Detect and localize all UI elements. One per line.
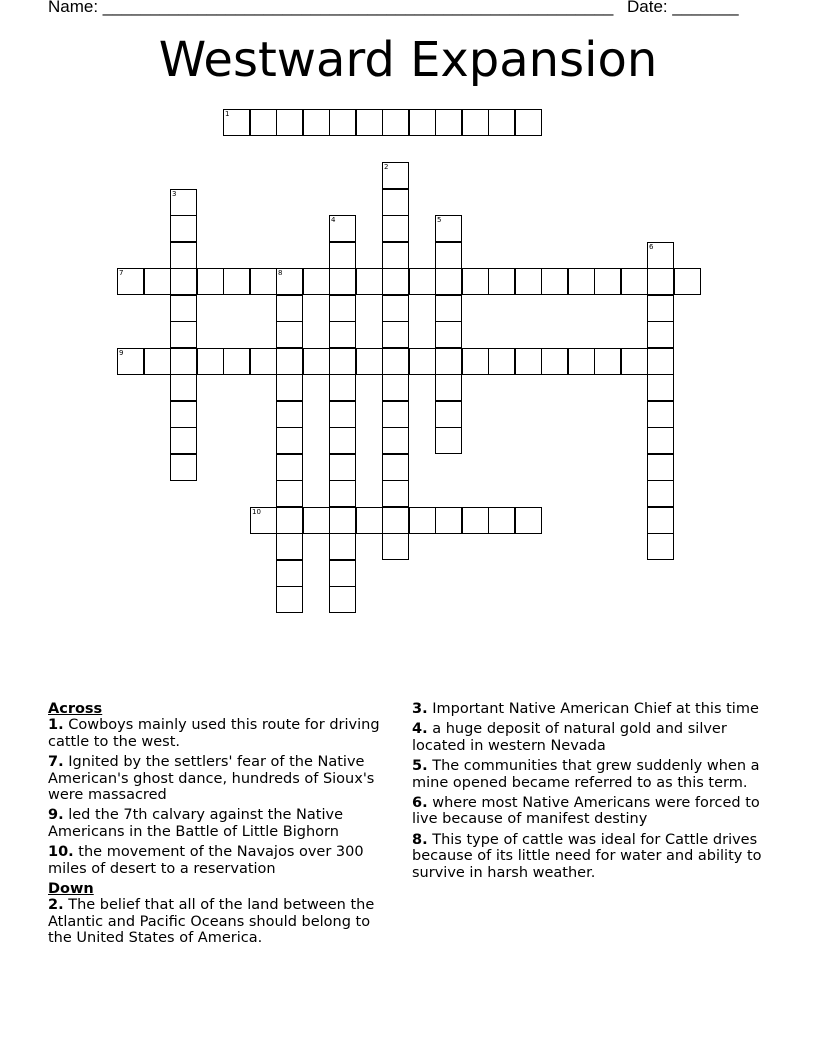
across-clue-list bbox=[48, 717, 398, 877]
crossword-cell[interactable] bbox=[435, 427, 462, 454]
crossword-cell[interactable] bbox=[435, 295, 462, 322]
crossword-cell[interactable] bbox=[197, 268, 224, 295]
clue-text: This type of cattle was ideal for Cattle drives because of its little need for water and ability to survive in harsh weather. bbox=[412, 831, 762, 881]
clue-text: The communities that grew suddenly when a mine opened became referred to as this term. bbox=[412, 758, 760, 791]
crossword-cell[interactable] bbox=[329, 507, 356, 534]
crossword-cell[interactable] bbox=[250, 109, 277, 136]
clue-number: 2. bbox=[48, 897, 64, 914]
crossword-cell[interactable] bbox=[435, 268, 462, 295]
page-title: Westward Expansion bbox=[158, 32, 658, 88]
clue-text: The belief that all of the land between the Atlantic and Pacific Oceans should belong to the United States of America. bbox=[48, 897, 375, 947]
clue-down-5 bbox=[412, 758, 767, 791]
crossword-cell[interactable] bbox=[647, 480, 674, 507]
crossword-cell[interactable] bbox=[409, 507, 436, 534]
crossword-cell[interactable] bbox=[276, 401, 303, 428]
crossword-cell[interactable] bbox=[329, 295, 356, 322]
crossword-cell[interactable] bbox=[382, 507, 409, 534]
crossword-cell[interactable] bbox=[303, 348, 330, 375]
crossword-cell[interactable] bbox=[435, 242, 462, 269]
clue-across-10 bbox=[48, 844, 398, 877]
crossword-cell[interactable] bbox=[276, 268, 303, 295]
cell-number: 5 bbox=[437, 216, 442, 224]
crossword-cell[interactable] bbox=[409, 268, 436, 295]
cell-number: 3 bbox=[172, 190, 177, 198]
crossword-cell[interactable] bbox=[170, 242, 197, 269]
crossword-cell[interactable] bbox=[462, 268, 489, 295]
crossword-cell[interactable] bbox=[170, 374, 197, 401]
crossword-cell[interactable] bbox=[329, 321, 356, 348]
crossword-cell[interactable] bbox=[382, 533, 409, 560]
clue-text: where most Native Americans were forced to live because of manifest destiny bbox=[412, 795, 760, 828]
clue-down-8 bbox=[412, 832, 767, 881]
clue-number: 1. bbox=[48, 717, 64, 734]
crossword-cell[interactable] bbox=[435, 507, 462, 534]
crossword-cell[interactable] bbox=[382, 162, 409, 189]
crossword-cell[interactable] bbox=[382, 189, 409, 216]
clues-right-column bbox=[412, 701, 767, 885]
cell-number: 8 bbox=[278, 269, 283, 277]
crossword-cell[interactable] bbox=[382, 295, 409, 322]
crossword-cell[interactable] bbox=[647, 454, 674, 481]
clue-across-9 bbox=[48, 807, 398, 840]
crossword-cell[interactable] bbox=[568, 268, 595, 295]
crossword-cell[interactable] bbox=[674, 268, 701, 295]
crossword-cell[interactable] bbox=[170, 268, 197, 295]
clue-text: Cowboys mainly used this route for driving cattle to the west. bbox=[48, 717, 380, 750]
clue-text: Important Native American Chief at this time bbox=[427, 701, 759, 717]
cell-number: 9 bbox=[119, 349, 124, 357]
crossword-cell[interactable] bbox=[170, 401, 197, 428]
down-heading: Down bbox=[48, 881, 94, 898]
crossword-cell[interactable] bbox=[409, 348, 436, 375]
crossword-cell[interactable] bbox=[515, 348, 542, 375]
cell-number: 10 bbox=[252, 508, 261, 516]
crossword-cell[interactable] bbox=[488, 268, 515, 295]
down-clue-list bbox=[48, 897, 398, 946]
crossword-cell[interactable] bbox=[382, 109, 409, 136]
crossword-cell[interactable] bbox=[515, 268, 542, 295]
crossword-cell[interactable] bbox=[382, 348, 409, 375]
crossword-cell[interactable] bbox=[329, 242, 356, 269]
crossword-cell[interactable] bbox=[276, 480, 303, 507]
crossword-cell[interactable] bbox=[223, 109, 250, 136]
down-clue-list-continued bbox=[412, 701, 767, 881]
crossword-cell[interactable] bbox=[435, 374, 462, 401]
crossword-cell[interactable] bbox=[276, 586, 303, 613]
crossword-cell[interactable] bbox=[621, 348, 648, 375]
crossword-cell[interactable] bbox=[356, 268, 383, 295]
across-heading: Across bbox=[48, 701, 103, 717]
crossword-cell[interactable] bbox=[435, 348, 462, 375]
clue-down-6 bbox=[412, 795, 767, 828]
crossword-cell[interactable] bbox=[435, 401, 462, 428]
crossword-cell[interactable] bbox=[382, 480, 409, 507]
crossword-cell[interactable] bbox=[568, 348, 595, 375]
crossword-cell[interactable] bbox=[170, 215, 197, 242]
crossword-cell[interactable] bbox=[223, 348, 250, 375]
crossword-cell[interactable] bbox=[329, 348, 356, 375]
crossword-cell[interactable] bbox=[329, 454, 356, 481]
crossword-cell[interactable] bbox=[303, 507, 330, 534]
crossword-cell[interactable] bbox=[329, 268, 356, 295]
crossword-cell[interactable] bbox=[170, 295, 197, 322]
crossword-cell[interactable] bbox=[647, 242, 674, 269]
crossword-cell[interactable] bbox=[223, 268, 250, 295]
crossword-cell[interactable] bbox=[621, 268, 648, 295]
clue-number: 6. bbox=[412, 795, 428, 812]
crossword-cell[interactable] bbox=[170, 189, 197, 216]
crossword-cell[interactable] bbox=[276, 374, 303, 401]
crossword-cell[interactable] bbox=[515, 109, 542, 136]
crossword-cell[interactable] bbox=[382, 374, 409, 401]
crossword-cell[interactable] bbox=[144, 348, 171, 375]
crossword-cell[interactable] bbox=[515, 507, 542, 534]
crossword-cell[interactable] bbox=[276, 454, 303, 481]
cell-number: 4 bbox=[331, 216, 336, 224]
crossword-cell[interactable] bbox=[647, 321, 674, 348]
crossword-cell[interactable] bbox=[382, 427, 409, 454]
clue-number: 3. bbox=[412, 701, 428, 717]
clue-number: 9. bbox=[48, 807, 64, 824]
crossword-cell[interactable] bbox=[329, 480, 356, 507]
crossword-cell[interactable] bbox=[488, 109, 515, 136]
crossword-cell[interactable] bbox=[594, 268, 621, 295]
crossword-cell[interactable] bbox=[647, 374, 674, 401]
crossword-cell[interactable] bbox=[462, 348, 489, 375]
clues-left-column bbox=[48, 701, 398, 951]
crossword-cell[interactable] bbox=[170, 321, 197, 348]
clue-across-7 bbox=[48, 754, 398, 803]
crossword-cell[interactable] bbox=[647, 348, 674, 375]
crossword-cell[interactable] bbox=[329, 401, 356, 428]
crossword-cell[interactable] bbox=[382, 268, 409, 295]
crossword-cell[interactable] bbox=[276, 348, 303, 375]
crossword-cell[interactable] bbox=[276, 295, 303, 322]
crossword-cell[interactable] bbox=[276, 427, 303, 454]
crossword-cell[interactable] bbox=[250, 268, 277, 295]
crossword-cell[interactable] bbox=[435, 109, 462, 136]
crossword-cell[interactable] bbox=[382, 401, 409, 428]
crossword-cell[interactable] bbox=[276, 109, 303, 136]
crossword-cell[interactable] bbox=[276, 507, 303, 534]
crossword-cell[interactable] bbox=[647, 401, 674, 428]
clue-number: 10. bbox=[48, 844, 74, 861]
clue-number: 7. bbox=[48, 754, 64, 771]
crossword-cell[interactable] bbox=[303, 268, 330, 295]
crossword-cell[interactable] bbox=[144, 268, 171, 295]
clue-down-2 bbox=[48, 897, 398, 946]
crossword-cell[interactable] bbox=[647, 295, 674, 322]
crossword-cell[interactable] bbox=[435, 215, 462, 242]
crossword-cell[interactable] bbox=[647, 427, 674, 454]
crossword-cell[interactable] bbox=[329, 374, 356, 401]
crossword-cell[interactable] bbox=[541, 348, 568, 375]
crossword-cell[interactable] bbox=[435, 321, 462, 348]
crossword-cell[interactable] bbox=[329, 533, 356, 560]
crossword-cell[interactable] bbox=[382, 454, 409, 481]
clue-text: the movement of the Navajos over 300 miles of desert to a reservation bbox=[48, 844, 364, 877]
clue-text: led the 7th calvary against the Native Americans in the Battle of Little Bighorn bbox=[48, 807, 343, 840]
crossword-cell[interactable] bbox=[329, 215, 356, 242]
crossword-cell[interactable] bbox=[303, 109, 330, 136]
crossword-cell[interactable] bbox=[462, 109, 489, 136]
crossword-cell[interactable] bbox=[170, 348, 197, 375]
crossword-cell[interactable] bbox=[276, 533, 303, 560]
crossword-cell[interactable] bbox=[488, 348, 515, 375]
crossword-cell[interactable] bbox=[356, 348, 383, 375]
clue-text: Ignited by the settlers' fear of the Native American's ghost dance, hundreds of Sioux's were massacred bbox=[48, 754, 375, 804]
crossword-cell[interactable] bbox=[647, 533, 674, 560]
crossword-cell[interactable] bbox=[197, 348, 224, 375]
clue-down-4 bbox=[412, 721, 767, 754]
clue-down-3 bbox=[412, 701, 767, 717]
crossword-cell[interactable] bbox=[117, 348, 144, 375]
clue-number: 5. bbox=[412, 758, 428, 775]
date-field: Date: _______ bbox=[627, 0, 739, 16]
crossword-cell[interactable] bbox=[170, 427, 197, 454]
crossword-cell[interactable] bbox=[250, 507, 277, 534]
crossword-cell[interactable] bbox=[541, 268, 568, 295]
crossword-cell[interactable] bbox=[276, 560, 303, 587]
cell-number: 2 bbox=[384, 163, 389, 171]
clue-number: 4. bbox=[412, 721, 428, 738]
crossword-cell[interactable] bbox=[329, 109, 356, 136]
clue-across-1 bbox=[48, 717, 398, 750]
crossword-cell[interactable] bbox=[276, 321, 303, 348]
crossword-cell[interactable] bbox=[462, 507, 489, 534]
crossword-cell[interactable] bbox=[117, 268, 144, 295]
crossword-cell[interactable] bbox=[409, 109, 436, 136]
crossword-cell[interactable] bbox=[329, 560, 356, 587]
crossword-cell[interactable] bbox=[382, 242, 409, 269]
crossword-cell[interactable] bbox=[382, 215, 409, 242]
cell-number: 1 bbox=[225, 110, 230, 118]
crossword-cell[interactable] bbox=[594, 348, 621, 375]
crossword-cell[interactable] bbox=[329, 427, 356, 454]
cell-number: 7 bbox=[119, 269, 124, 277]
name-field: Name: ______________________________________________________ bbox=[48, 0, 614, 16]
crossword-cell[interactable] bbox=[356, 507, 383, 534]
crossword-cell[interactable] bbox=[329, 586, 356, 613]
crossword-cell[interactable] bbox=[250, 348, 277, 375]
crossword-cell[interactable] bbox=[647, 268, 674, 295]
crossword-cell[interactable] bbox=[382, 321, 409, 348]
clue-number: 8. bbox=[412, 831, 428, 848]
crossword-cell[interactable] bbox=[647, 507, 674, 534]
cell-number: 6 bbox=[649, 243, 654, 251]
crossword-cell[interactable] bbox=[488, 507, 515, 534]
clue-text: a huge deposit of natural gold and silver located in western Nevada bbox=[412, 721, 727, 754]
crossword-cell[interactable] bbox=[170, 454, 197, 481]
crossword-cell[interactable] bbox=[356, 109, 383, 136]
